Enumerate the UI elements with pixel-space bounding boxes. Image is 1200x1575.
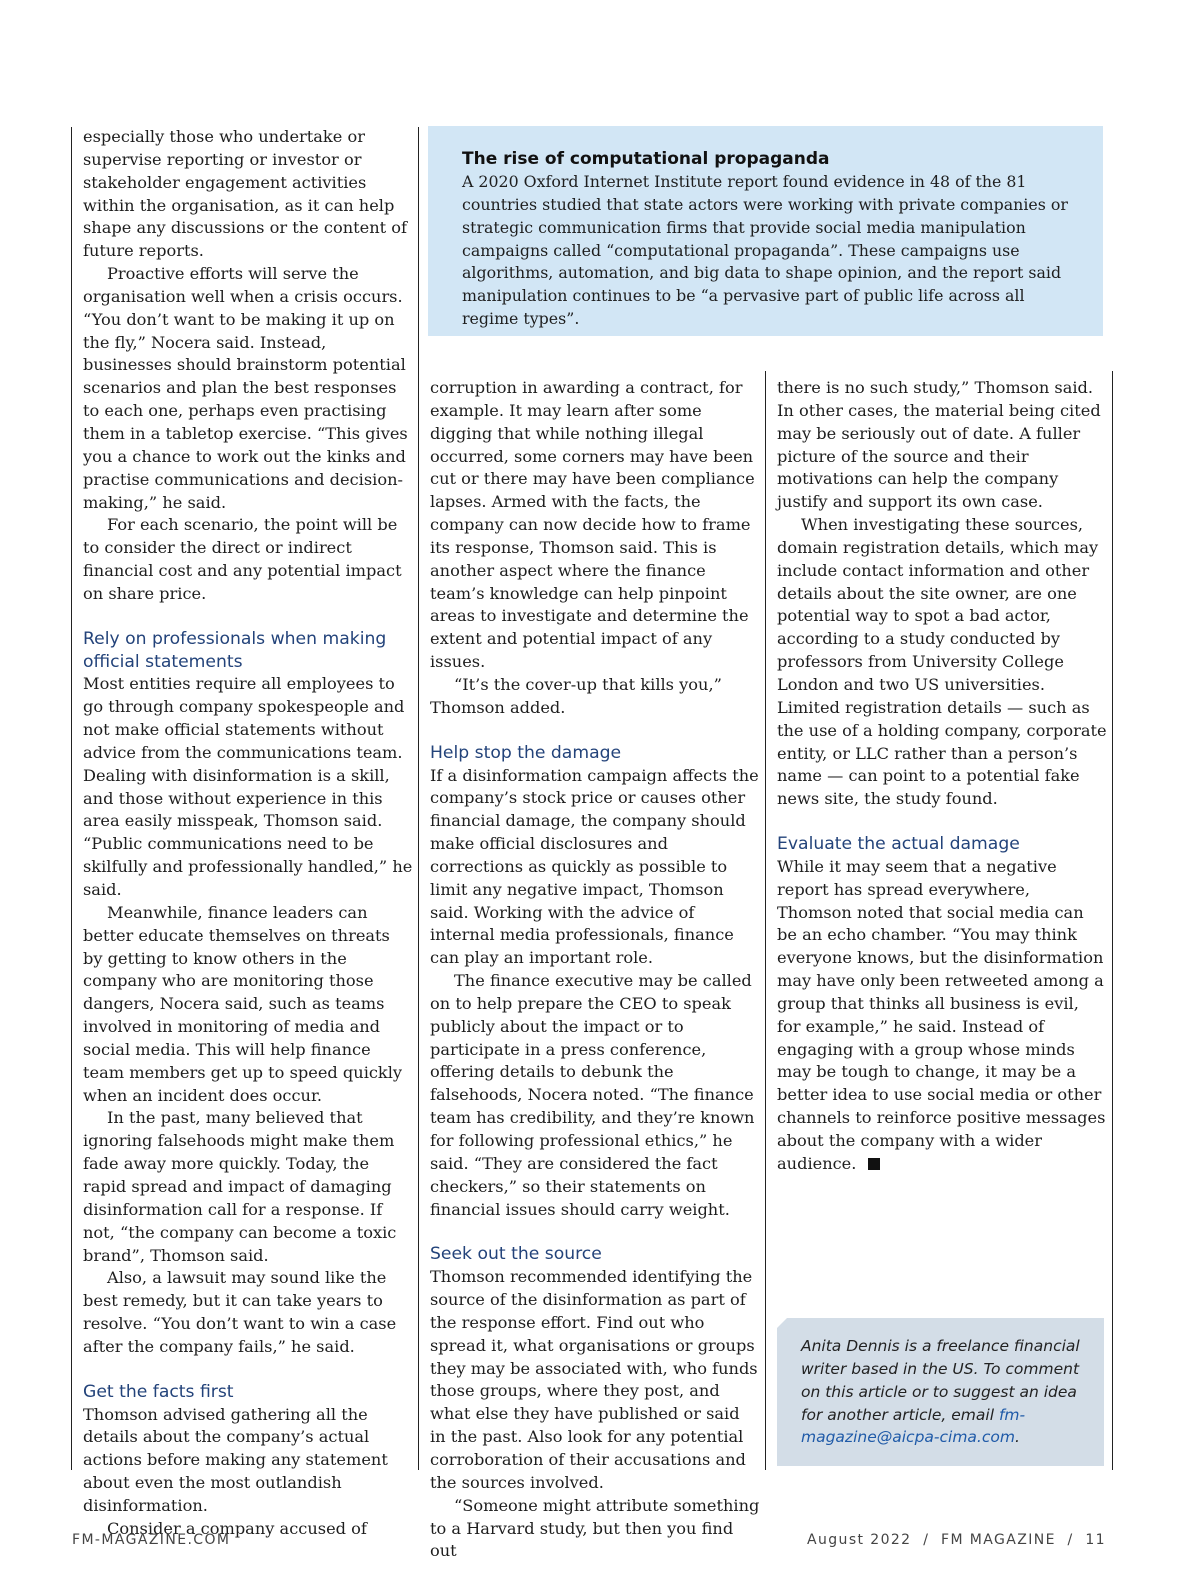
end-of-article-square-icon: [868, 1158, 880, 1170]
section-heading: Seek out the source: [430, 1244, 602, 1265]
sidebar-box: [428, 126, 1103, 336]
paragraph: Consider a company accused of: [107, 1518, 367, 1538]
section-heading: Help stop the damage: [430, 742, 622, 763]
paragraph: “It’s the cover-up that kills you,” Thomson added.: [430, 674, 722, 717]
paragraph: If a disinformation campaign affects the company’s stock price or causes other financial damage, the company should make official disclosures and corrections as quickly as possible to limit any negative impact, Thomson said. Working with the advice of internal media professionals, finance can play an important role.: [430, 765, 759, 968]
column-2: [430, 377, 760, 1563]
paragraph: corruption in awarding a contract, for example. It may learn after some digging that while nothing illegal occurred, some corners may have been cut or there may have been compliance lapses. Armed with the facts, the company can now decide how to frame its response, Thomson said. This is another aspect where the finance team’s knowledge can help pinpoint areas to investigate and determine the extent and potential impact of any issues.: [430, 378, 755, 672]
footer-issue-info: August 2022 / FM MAGAZINE / 11: [807, 1532, 1106, 1548]
sidebar-title: The rise of computational propaganda: [462, 149, 830, 169]
author-bio-period: .: [1014, 1428, 1020, 1447]
paragraph: especially those who undertake or supervise reporting or investor or stakeholder engagement activities within the organisation, as it can help shape any discussions or the content of future reports.: [83, 127, 408, 261]
paragraph: “Someone might attribute something to a Harvard study, but then you find out: [430, 1495, 760, 1561]
paragraph: Thomson recommended identifying the source of the disinformation as part of the response effort. Find out who spread it, what organisations or groups they may be associated with, who funds those groups, where they post, and what else they have published or said in the past. Also look for any potential corroboration of their accusations and the sources involved.: [430, 1267, 758, 1492]
footer-site-url: FM-MAGAZINE.COM: [72, 1532, 231, 1548]
paragraph: Meanwhile, finance leaders can better educate themselves on threats by getting to know others in the company who are monitoring those dangers, Nocera said, such as teams involved in monitoring of media and social media. This will help finance team members get up to speed quickly when an incident does occur.: [83, 902, 403, 1105]
column-rule-right: [1112, 371, 1113, 1470]
paragraph: [777, 856, 1107, 1176]
sidebar-body: A 2020 Oxford Internet Institute report found evidence in 48 of the 81 countries studied that state actors were working with private companies or strategic communication firms that provide social media manipulation campaigns called “computational propaganda”. These campaigns use algorithms, automation, and big data to shape opinion, and the report said manipulation continues to be “a pervasive part of public life across all regime types”.: [462, 172, 1068, 329]
paragraph: there is no such study,” Thomson said. In other cases, the material being cited may be seriously out of date. A fuller picture of the source and their motivations can help the company justify and support its own case.: [777, 378, 1101, 512]
paragraph: Thomson advised gathering all the details about the company’s actual actions before making any statement about even the most outlandish disinformation.: [83, 1404, 388, 1515]
column-rule-right-mid: [765, 371, 766, 1470]
section-heading: Get the facts first: [83, 1381, 234, 1402]
column-3: [777, 377, 1107, 1176]
paragraph: In the past, many believed that ignoring falsehoods might make them fade away more quickly. Today, the rapid spread and impact of damaging disinformation call for a response. If not, “the company can become a toxic brand”, Thomson said.: [83, 1108, 397, 1265]
paragraph: Most entities require all employees to go through company spokespeople and not make official statements without advice from the communications team. Dealing with disinformation is a skill, and those without experience in this area easily misspeak, Thomson said. “Public communications need to be skilfully and professionally handled,” he said.: [83, 674, 413, 899]
author-bio-box: [777, 1318, 1104, 1466]
author-email-link[interactable]: fm-magazine@aicpa-cima.com: [801, 1405, 1026, 1447]
section-heading: Rely on professionals when making official statements: [83, 628, 387, 672]
section-heading: Evaluate the actual damage: [777, 834, 1020, 855]
author-bio-text: Anita Dennis is a freelance financial writer based in the US. To comment on this article or to suggest an idea for another article, email: [801, 1337, 1080, 1424]
paragraph: The finance executive may be called on to help prepare the CEO to speak publicly about the impact or to participate in a press conference, offering details to debunk the falsehoods, Nocera noted. “The finance team has credibility, and they’re known for following professional ethics,” he said. “They are considered the fact checkers,” so their statements on financial issues should carry weight.: [430, 971, 755, 1219]
paragraph: Proactive efforts will serve the organisation well when a crisis occurs. “You don’t want to be making it up on the fly,” Nocera said. Instead, businesses should brainstorm potential scenarios and plan the best responses to each one, perhaps even practising them in a tabletop exercise. “This gives you a chance to work out the kinks and practise communications and decision-making,” he said.: [83, 264, 408, 512]
column-1: [83, 126, 413, 1541]
paragraph: For each scenario, the point will be to consider the direct or indirect financial cost and any potential impact on share price.: [83, 515, 402, 603]
column-rule-mid: [418, 127, 419, 1470]
paragraph: Also, a lawsuit may sound like the best remedy, but it can take years to resolve. “You don’t want to win a case after the company fails,” he said.: [83, 1268, 397, 1356]
paragraph-text: While it may seem that a negative report has spread everywhere, Thomson noted that social media can be an echo chamber. “You may think everyone knows, but the disinformation may have only been retweeted among a group that thinks all business is evil, for example,” he said. Instead of engaging with a group whose minds may be tough to change, it may be a better idea to use social media or other channels to reinforce positive messages about the company with a wider audience.: [777, 856, 1106, 1173]
paragraph: When investigating these sources, domain registration details, which may include contact information and other details about the site owner, are one potential way to spot a bad actor, according to a study conducted by professors from University College London and two US universities. Limited registration details — such as the use of a holding company, corporate entity, or LLC rather than a person’s name — can point to a potential fake news site, the study found.: [777, 515, 1107, 809]
column-rule-left: [71, 127, 72, 1470]
corner-notch-icon: [777, 1318, 787, 1328]
